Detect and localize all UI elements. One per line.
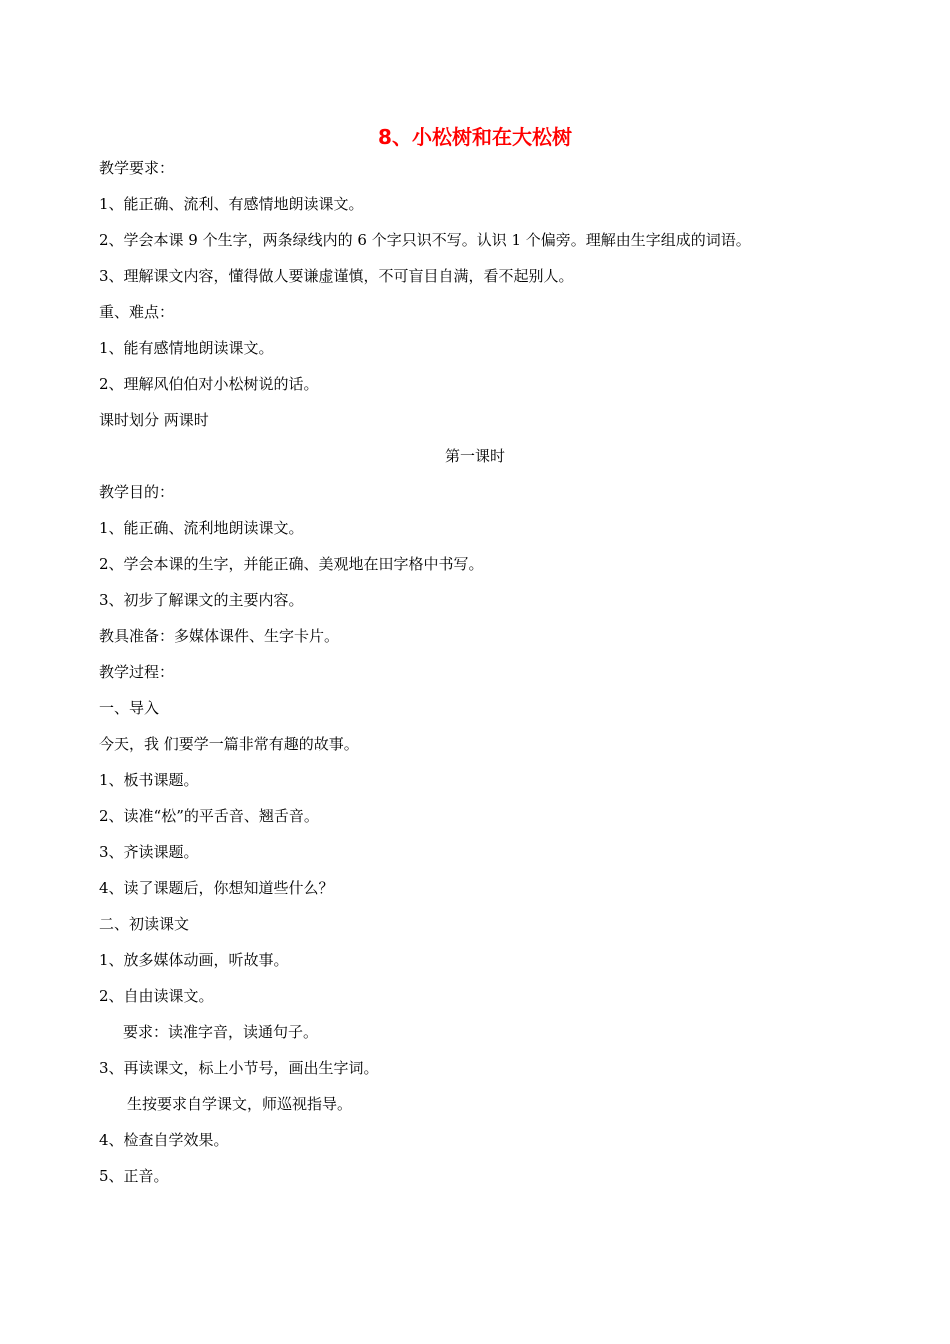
text-line: 教具准备：多媒体课件、生字卡片。 [99,627,340,645]
text-line: 2、理解风伯伯对小松树说的话。 [99,375,319,393]
section-heading: 二、初读课文 [99,915,190,933]
document-body [99,155,859,1199]
text-line: 要求：读准字音，读通句子。 [123,1023,319,1041]
text-line: 1、能有感情地朗读课文。 [99,339,274,357]
text-line: 3、理解课文内容，懂得做人要谦虚谨慎，不可盲目自满，看不起别人。 [99,267,574,285]
text-line: 2、自由读课文。 [99,987,214,1005]
document-title: 8、小松树和在大松树 [378,125,572,149]
text-line: 一、导入 [99,699,160,717]
text-line: 3、初步了解课文的主要内容。 [99,591,304,609]
text-line: 生按要求自学课文，师巡视指导。 [127,1095,353,1113]
text-line: 5、正音。 [99,1167,169,1185]
text-line: 课时划分 两课时 [99,411,209,429]
text-line: 3、齐读课题。 [99,843,199,861]
text-line: 2、读准“松”的平舌音、翘舌音。 [99,807,319,825]
text-line: 1、放多媒体动画，听故事。 [99,951,289,969]
text-line: 1、能正确、流利、有感情地朗读课文。 [99,195,364,213]
text-line: 今天，我 们要学一篇非常有趣的故事。 [99,735,359,753]
text-line: 1、板书课题。 [99,771,199,789]
section-heading: 重、难点： [99,303,175,321]
text-line: 4、读了课题后，你想知道些什么？ [99,879,334,897]
text-line: 3、再读课文，标上小节号，画出生字词。 [99,1059,379,1077]
section-heading: 教学过程： [99,663,175,681]
text-line: 4、检查自学效果。 [99,1131,229,1149]
text-line: 2、学会本课的生字，并能正确、美观地在田字格中书写。 [99,555,484,573]
text-line: 教学要求： [99,159,175,177]
lesson-heading: 第一课时 [444,447,505,465]
section-heading: 教学目的： [99,483,175,501]
text-line: 1、能正确、流利地朗读课文。 [99,519,304,537]
text-line: 2、学会本课 9 个生字，两条绿线内的 6 个字只识不写。认识 1 个偏旁。理解由生字组成的词语。 [99,231,751,249]
